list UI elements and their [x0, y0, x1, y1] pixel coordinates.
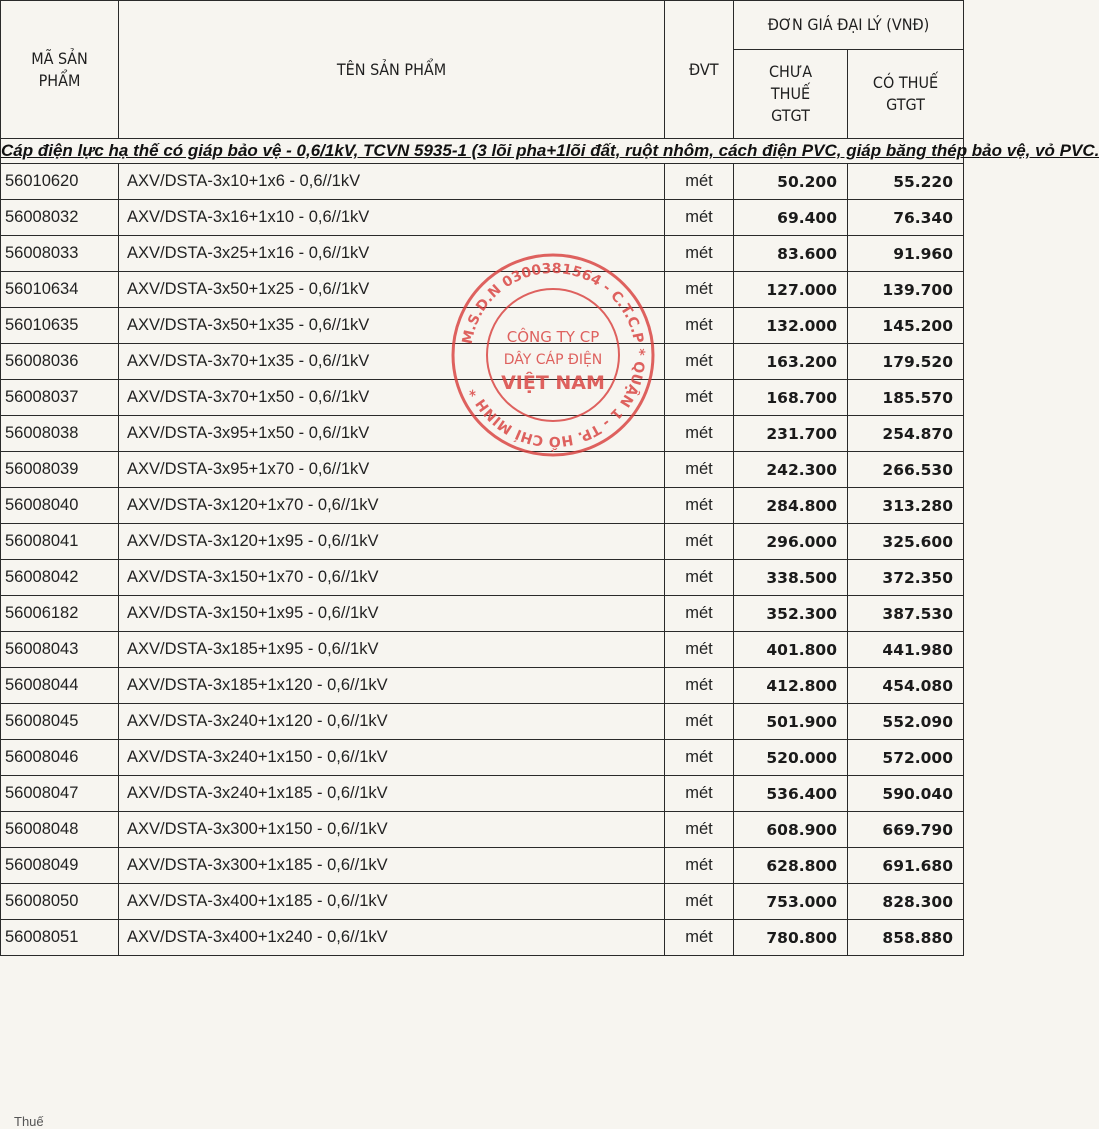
unit-cell: mét [665, 596, 734, 632]
product-name-cell: AXV/DSTA-3x16+1x10 - 0,6//1kV [119, 200, 665, 236]
product-code-cell: 56008037 [1, 380, 119, 416]
unit-cell: mét [665, 200, 734, 236]
table-row [1, 740, 964, 776]
unit-cell: mét [665, 632, 734, 668]
unit-cell: mét [665, 704, 734, 740]
price-pre-tax-cell: 352.300 [734, 596, 848, 632]
table-row [1, 380, 964, 416]
product-code-cell: 56008048 [1, 812, 119, 848]
price-pre-tax-cell: 520.000 [734, 740, 848, 776]
price-pre-tax-cell: 231.700 [734, 416, 848, 452]
product-code-cell: 56008043 [1, 632, 119, 668]
product-code-cell: 56008050 [1, 884, 119, 920]
table-row [1, 920, 964, 956]
unit-cell: mét [665, 524, 734, 560]
table-row [1, 164, 964, 200]
unit-cell: mét [665, 416, 734, 452]
unit-cell: mét [665, 344, 734, 380]
table-row [1, 200, 964, 236]
table-row [1, 776, 964, 812]
product-name-cell: AXV/DSTA-3x240+1x185 - 0,6//1kV [119, 776, 665, 812]
table-row [1, 812, 964, 848]
stamp-line-1: CÔNG TY CP [506, 328, 600, 346]
price-with-tax-cell: 91.960 [848, 236, 964, 272]
product-name-cell: AXV/DSTA-3x240+1x150 - 0,6//1kV [119, 740, 665, 776]
product-name-cell: AXV/DSTA-3x70+1x35 - 0,6//1kV [119, 344, 665, 380]
product-code-cell: 56008038 [1, 416, 119, 452]
section-title: Cáp điện lực hạ thế có giáp bảo vệ - 0,6/1kV, TCVN 5935-1 (3 lõi pha+1lõi đất, ruột nhôm, cách điện PVC, giáp băng thép bảo vệ, vỏ PVC. [1, 139, 964, 164]
header-unit: ĐVT [665, 1, 734, 139]
price-pre-tax-cell: 168.700 [734, 380, 848, 416]
product-code-cell: 56008040 [1, 488, 119, 524]
product-name-cell: AXV/DSTA-3x240+1x120 - 0,6//1kV [119, 704, 665, 740]
table-row [1, 560, 964, 596]
table-row [1, 848, 964, 884]
price-pre-tax-cell: 127.000 [734, 272, 848, 308]
price-pre-tax-cell: 401.800 [734, 632, 848, 668]
product-name-cell: AXV/DSTA-3x95+1x70 - 0,6//1kV [119, 452, 665, 488]
unit-cell: mét [665, 488, 734, 524]
table-row [1, 704, 964, 740]
product-name-cell: AXV/DSTA-3x185+1x95 - 0,6//1kV [119, 632, 665, 668]
product-code-cell: 56008045 [1, 704, 119, 740]
price-pre-tax-cell: 338.500 [734, 560, 848, 596]
table-row [1, 344, 964, 380]
table-row [1, 416, 964, 452]
unit-cell: mét [665, 164, 734, 200]
product-name-cell: AXV/DSTA-3x25+1x16 - 0,6//1kV [119, 236, 665, 272]
product-code-cell: 56010620 [1, 164, 119, 200]
product-name-cell: AXV/DSTA-3x150+1x95 - 0,6//1kV [119, 596, 665, 632]
product-name-cell: AXV/DSTA-3x185+1x120 - 0,6//1kV [119, 668, 665, 704]
product-code-cell: 56010635 [1, 308, 119, 344]
price-pre-tax-cell: 753.000 [734, 884, 848, 920]
table-row [1, 632, 964, 668]
unit-cell: mét [665, 380, 734, 416]
header-agent-price: ĐƠN GIÁ ĐẠI LÝ (VNĐ) [734, 1, 964, 50]
table-row [1, 884, 964, 920]
unit-cell: mét [665, 776, 734, 812]
product-name-cell: AXV/DSTA-3x10+1x6 - 0,6//1kV [119, 164, 665, 200]
product-name-cell: AXV/DSTA-3x95+1x50 - 0,6//1kV [119, 416, 665, 452]
product-code-cell: 56008051 [1, 920, 119, 956]
price-with-tax-cell: 254.870 [848, 416, 964, 452]
unit-cell: mét [665, 812, 734, 848]
product-name-cell: AXV/DSTA-3x50+1x25 - 0,6//1kV [119, 272, 665, 308]
product-name-cell: AXV/DSTA-3x150+1x70 - 0,6//1kV [119, 560, 665, 596]
price-pre-tax-cell: 412.800 [734, 668, 848, 704]
header-product-code: MÃ SẢN PHẨM [1, 1, 119, 139]
product-code-cell: 56008036 [1, 344, 119, 380]
price-with-tax-cell: 572.000 [848, 740, 964, 776]
unit-cell: mét [665, 452, 734, 488]
unit-cell: mét [665, 848, 734, 884]
price-with-tax-cell: 691.680 [848, 848, 964, 884]
stamp-line-2: DÂY CÁP ĐIỆN [503, 352, 603, 368]
header-price-with-tax: CÓ THUẾ GTGT [848, 50, 964, 139]
price-with-tax-cell: 441.980 [848, 632, 964, 668]
price-pre-tax-cell: 780.800 [734, 920, 848, 956]
table-row [1, 236, 964, 272]
price-with-tax-cell: 454.080 [848, 668, 964, 704]
product-code-cell: 56008033 [1, 236, 119, 272]
product-name-cell: AXV/DSTA-3x50+1x35 - 0,6//1kV [119, 308, 665, 344]
product-code-cell: 56008047 [1, 776, 119, 812]
price-with-tax-cell: 387.530 [848, 596, 964, 632]
price-with-tax-cell: 139.700 [848, 272, 964, 308]
price-pre-tax-cell: 296.000 [734, 524, 848, 560]
product-code-cell: 56008044 [1, 668, 119, 704]
price-pre-tax-cell: 69.400 [734, 200, 848, 236]
product-code-cell: 56008049 [1, 848, 119, 884]
price-pre-tax-cell: 83.600 [734, 236, 848, 272]
price-with-tax-cell: 313.280 [848, 488, 964, 524]
price-pre-tax-cell: 163.200 [734, 344, 848, 380]
product-name-cell: AXV/DSTA-3x70+1x50 - 0,6//1kV [119, 380, 665, 416]
product-code-cell: 56006182 [1, 596, 119, 632]
stamp-ring-text: M.S.D.N 0300381564 - C.T.C.P * QUẬN 1 - TP. HỒ CHÍ MINH * [459, 260, 648, 450]
unit-cell: mét [665, 740, 734, 776]
unit-cell: mét [665, 272, 734, 308]
product-name-cell: AXV/DSTA-3x120+1x95 - 0,6//1kV [119, 524, 665, 560]
stamp-line-3: VIỆT NAM [501, 372, 605, 394]
price-pre-tax-cell: 501.900 [734, 704, 848, 740]
price-with-tax-cell: 858.880 [848, 920, 964, 956]
price-with-tax-cell: 55.220 [848, 164, 964, 200]
unit-cell: mét [665, 236, 734, 272]
product-code-cell: 56008032 [1, 200, 119, 236]
price-pre-tax-cell: 608.900 [734, 812, 848, 848]
table-row [1, 524, 964, 560]
price-pre-tax-cell: 132.000 [734, 308, 848, 344]
price-with-tax-cell: 828.300 [848, 884, 964, 920]
product-name-cell: AXV/DSTA-3x300+1x150 - 0,6//1kV [119, 812, 665, 848]
header-product-name: TÊN SẢN PHẨM [119, 1, 665, 139]
price-pre-tax-cell: 242.300 [734, 452, 848, 488]
table-row [1, 272, 964, 308]
product-name-cell: AXV/DSTA-3x400+1x240 - 0,6//1kV [119, 920, 665, 956]
price-with-tax-cell: 325.600 [848, 524, 964, 560]
price-with-tax-cell: 590.040 [848, 776, 964, 812]
unit-cell: mét [665, 884, 734, 920]
table-row [1, 668, 964, 704]
header-price-pre-tax: CHƯA THUẾ GTGT [734, 50, 848, 139]
price-pre-tax-cell: 284.800 [734, 488, 848, 524]
price-pre-tax-cell: 50.200 [734, 164, 848, 200]
product-code-cell: 56008039 [1, 452, 119, 488]
footnote: Thuế [14, 1114, 44, 1129]
product-name-cell: AXV/DSTA-3x120+1x70 - 0,6//1kV [119, 488, 665, 524]
price-with-tax-cell: 372.350 [848, 560, 964, 596]
unit-cell: mét [665, 560, 734, 596]
price-with-tax-cell: 185.570 [848, 380, 964, 416]
price-pre-tax-cell: 536.400 [734, 776, 848, 812]
price-with-tax-cell: 552.090 [848, 704, 964, 740]
price-pre-tax-cell: 628.800 [734, 848, 848, 884]
product-code-cell: 56010634 [1, 272, 119, 308]
price-with-tax-cell: 266.530 [848, 452, 964, 488]
price-with-tax-cell: 145.200 [848, 308, 964, 344]
product-code-cell: 56008042 [1, 560, 119, 596]
product-code-cell: 56008046 [1, 740, 119, 776]
unit-cell: mét [665, 668, 734, 704]
table-row [1, 452, 964, 488]
table-row [1, 488, 964, 524]
table-row [1, 596, 964, 632]
unit-cell: mét [665, 308, 734, 344]
unit-cell: mét [665, 920, 734, 956]
price-with-tax-cell: 179.520 [848, 344, 964, 380]
product-name-cell: AXV/DSTA-3x300+1x185 - 0,6//1kV [119, 848, 665, 884]
table-row [1, 308, 964, 344]
price-with-tax-cell: 669.790 [848, 812, 964, 848]
price-with-tax-cell: 76.340 [848, 200, 964, 236]
product-name-cell: AXV/DSTA-3x400+1x185 - 0,6//1kV [119, 884, 665, 920]
product-code-cell: 56008041 [1, 524, 119, 560]
